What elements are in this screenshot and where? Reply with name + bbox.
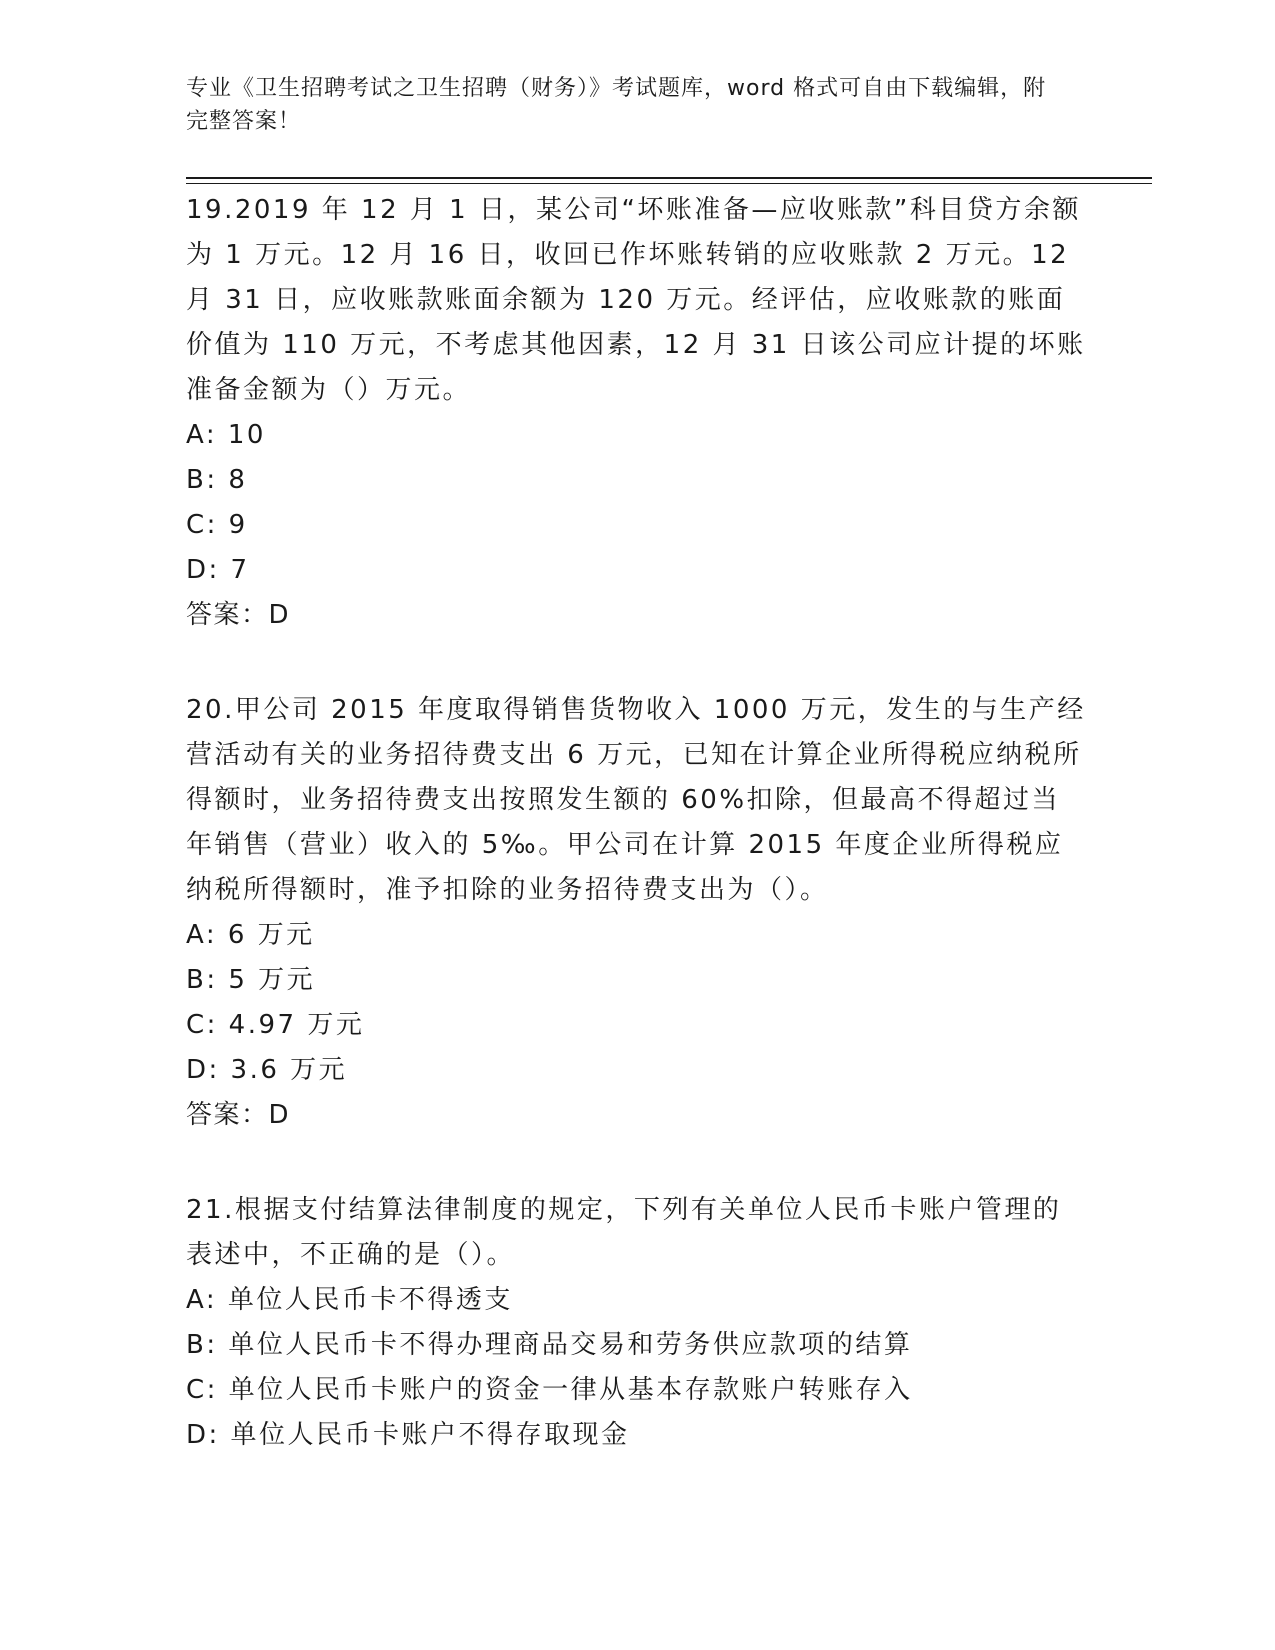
document-header: 专业《卫生招聘考试之卫生招聘（财务）》考试题库，word 格式可自由下载编辑，附完整答案！ bbox=[186, 76, 1047, 134]
option-a: A: 10 bbox=[186, 420, 266, 450]
option-d: D: 单位人民币卡账户不得存取现金 bbox=[186, 1420, 630, 1450]
option-d: D: 7 bbox=[186, 555, 250, 585]
option-c: C: 单位人民币卡账户的资金一律从基本存款账户转账存入 bbox=[186, 1375, 913, 1405]
option-c: C: 4.97 万元 bbox=[186, 1010, 365, 1040]
answer-line: 答案：D bbox=[186, 600, 291, 630]
option-b: B: 8 bbox=[186, 465, 248, 495]
option-a: A: 单位人民币卡不得透支 bbox=[186, 1285, 513, 1315]
question-20 bbox=[186, 688, 1086, 1138]
question-stem: 21.根据支付结算法律制度的规定，下列有关单位人民币卡账户管理的表述中，不正确的是（）。 bbox=[186, 1195, 1062, 1270]
question-21 bbox=[186, 1188, 1086, 1458]
option-c: C: 9 bbox=[186, 510, 248, 540]
header-divider-thin bbox=[186, 183, 1152, 184]
question-stem: 19.2019 年 12 月 1 日，某公司“坏账准备—应收账款”科目贷方余额为 1 万元。12 月 16 日，收回已作坏账转销的应收账款 2 万元。12 月 31 日，应收账款账面余额为 120 万元。经评估，应收账款的账面价值为 110 万元，不考虑其他因素，12 月 31 日该公司应计提的坏账准备金额为（）万元。 bbox=[186, 195, 1086, 405]
header-divider-thick bbox=[186, 177, 1152, 179]
option-a: A: 6 万元 bbox=[186, 920, 315, 950]
question-stem: 20.甲公司 2015 年度取得销售货物收入 1000 万元，发生的与生产经营活动有关的业务招待费支出 6 万元，已知在计算企业所得税应纳税所得额时，业务招待费支出按照发生额的 60%扣除，但最高不得超过当年销售（营业）收入的 5‰。甲公司在计算 2015 年度企业所得税应纳税所得额时，准予扣除的业务招待费支出为（）。 bbox=[186, 695, 1086, 905]
answer-line: 答案：D bbox=[186, 1100, 291, 1130]
option-b: B: 5 万元 bbox=[186, 965, 316, 995]
option-b: B: 单位人民币卡不得办理商品交易和劳务供应款项的结算 bbox=[186, 1330, 913, 1360]
question-19 bbox=[186, 188, 1086, 638]
option-d: D: 3.6 万元 bbox=[186, 1055, 348, 1085]
